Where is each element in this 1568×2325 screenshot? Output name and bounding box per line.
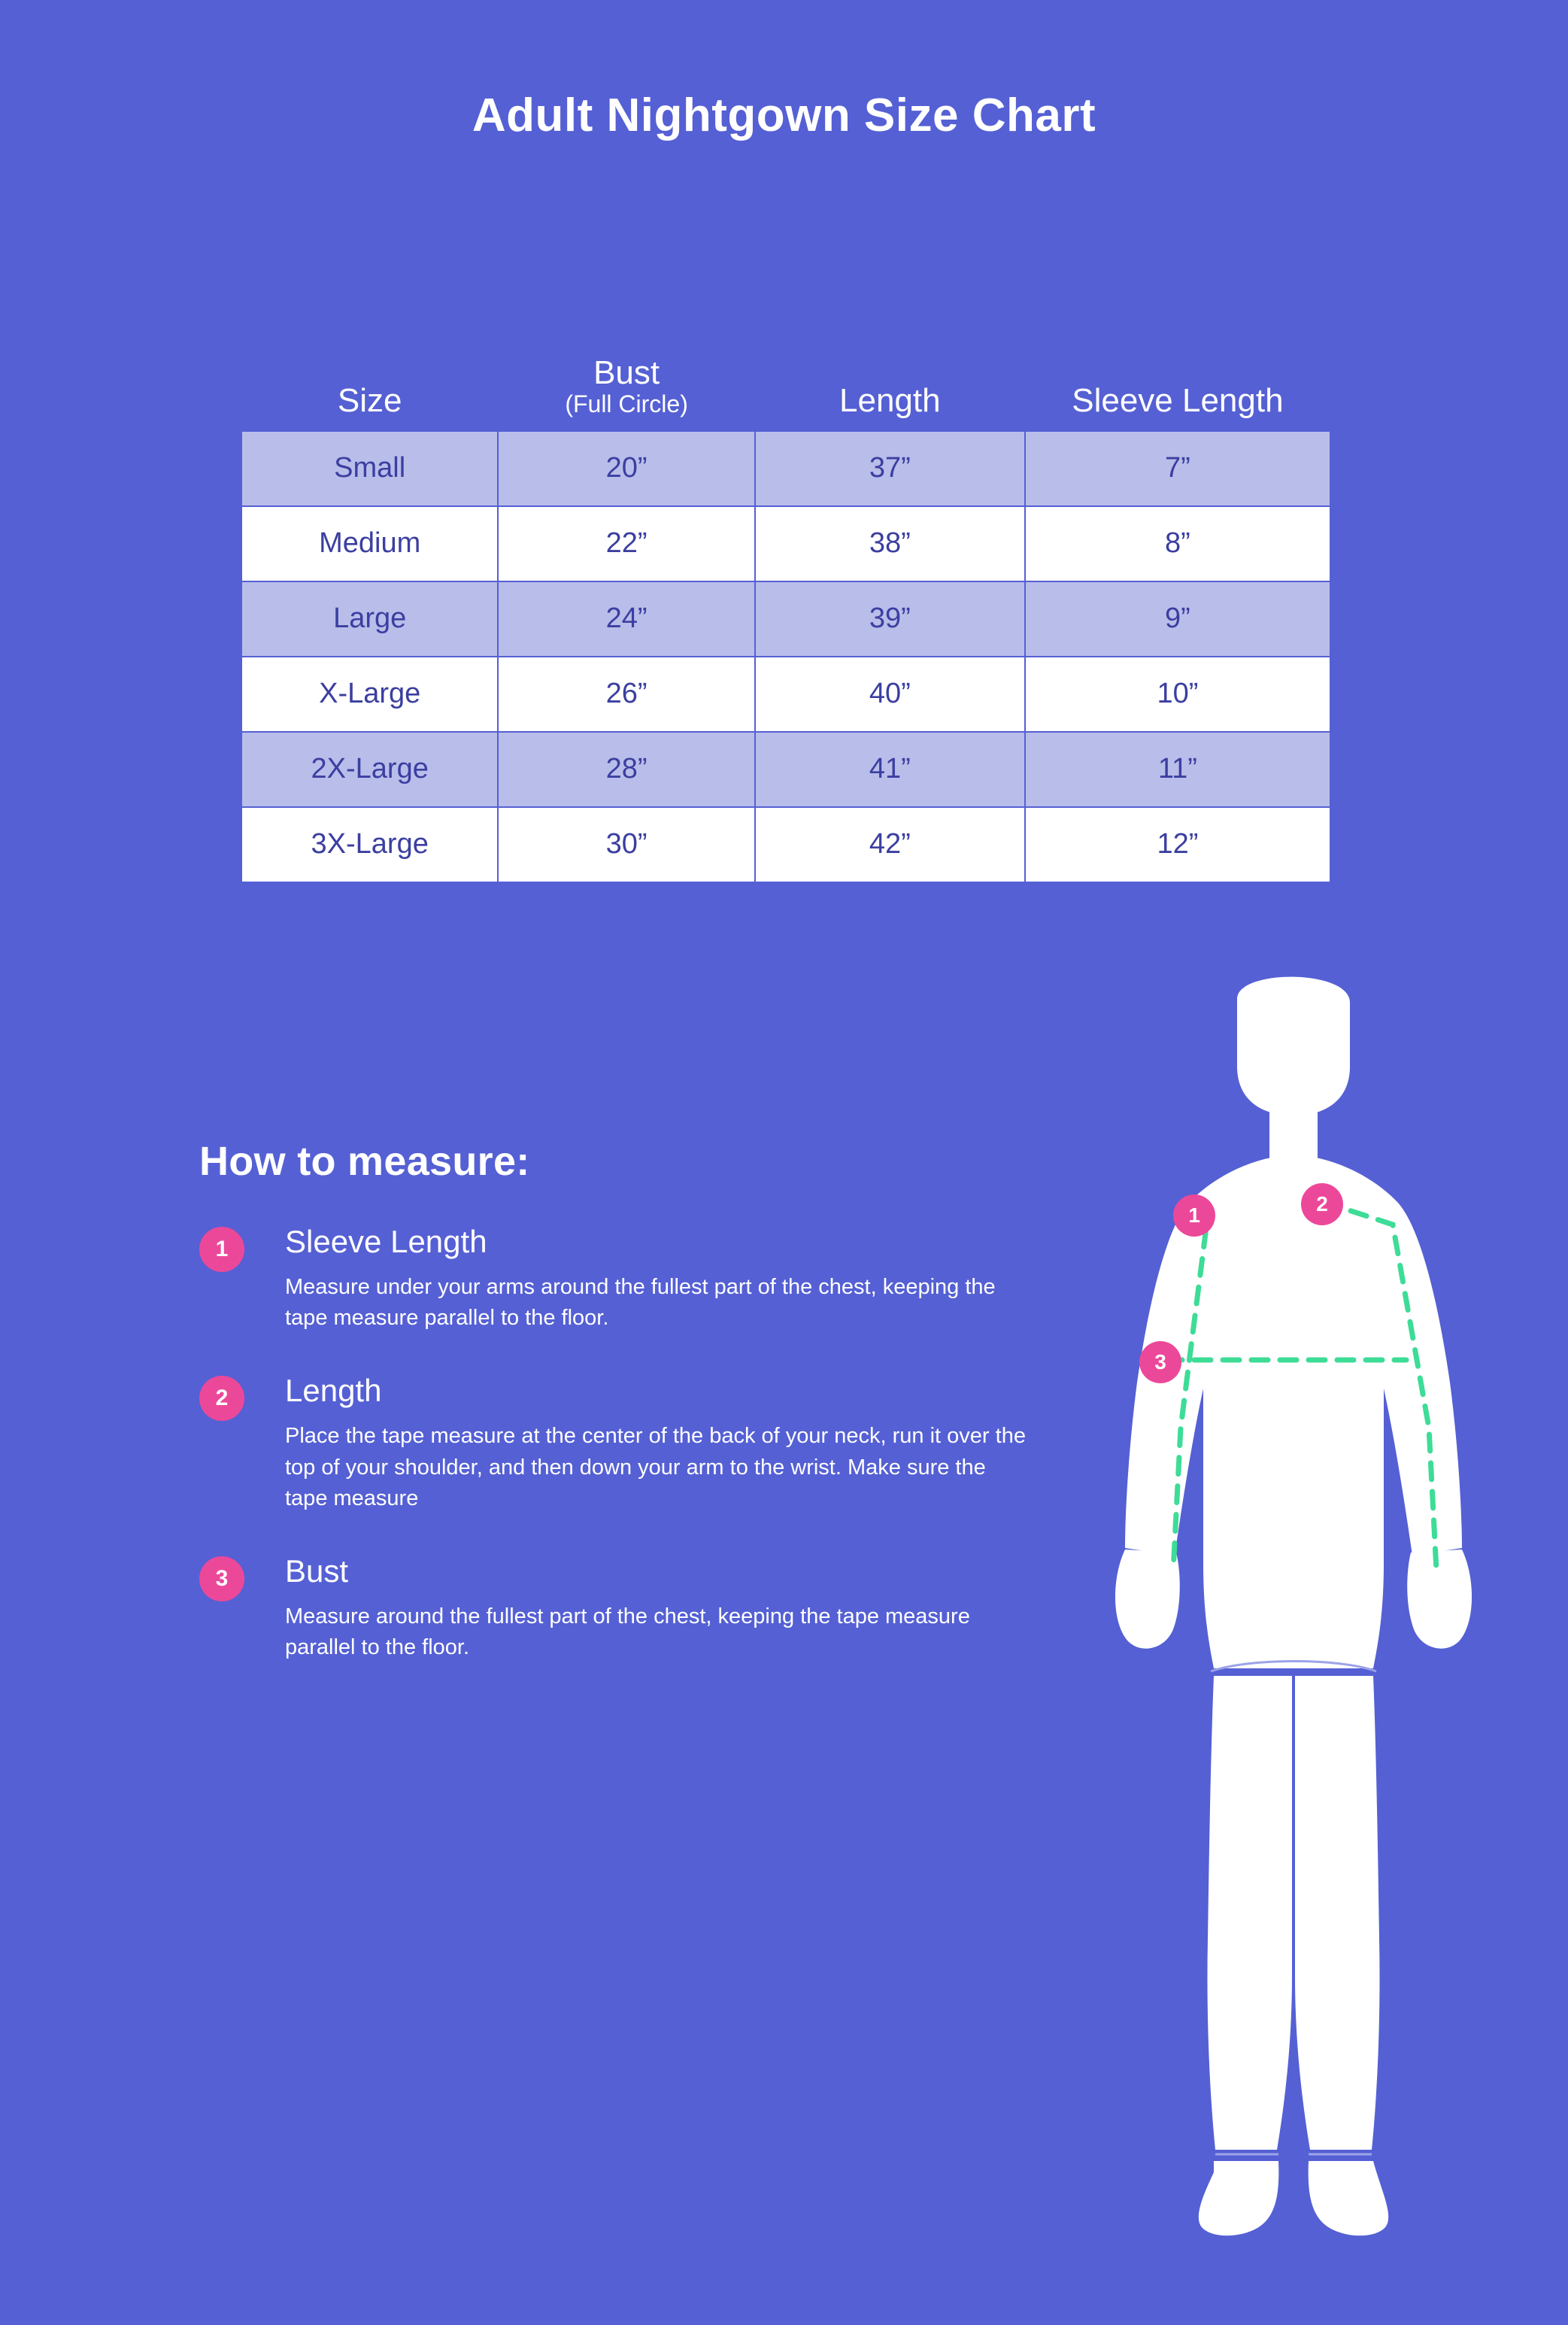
cell-bust: 28”	[498, 732, 754, 807]
figure-marker-2: 2	[1301, 1183, 1343, 1225]
step-title: Sleeve Length	[285, 1224, 487, 1259]
cell-sleeve: 11”	[1025, 732, 1330, 807]
column-header-size: Size	[337, 381, 402, 419]
cell-size: Large	[241, 581, 498, 657]
cell-size: Small	[241, 431, 498, 506]
column-header-sleeve-length: Sleeve Length	[1072, 381, 1284, 419]
size-chart-table-wrapper	[241, 356, 1331, 883]
cell-size: X-Large	[241, 657, 498, 732]
step-badge-1: 1	[199, 1227, 244, 1272]
table-row	[241, 807, 1330, 882]
step-title: Length	[285, 1373, 382, 1409]
step-badge-3: 3	[199, 1556, 244, 1601]
cell-length: 38”	[755, 506, 1025, 581]
cell-sleeve: 12”	[1025, 807, 1330, 882]
step-badge-2: 2	[199, 1376, 244, 1421]
step-title: Bust	[285, 1553, 349, 1589]
table-row	[241, 581, 1330, 657]
table-row	[241, 657, 1330, 732]
measure-step-sleeve-length	[199, 1224, 1027, 1334]
figure-marker-3: 3	[1139, 1341, 1181, 1383]
cell-bust: 26”	[498, 657, 754, 732]
cell-length: 39”	[755, 581, 1025, 657]
size-chart-table	[241, 356, 1331, 883]
table-body	[241, 431, 1330, 882]
cell-bust: 20”	[498, 431, 754, 506]
step-description: Measure under your arms around the fullest part of the chest, keeping the tape measure parallel to the floor.	[285, 1275, 996, 1331]
how-to-measure-heading: How to measure:	[199, 1139, 530, 1184]
table-row	[241, 506, 1330, 581]
cell-sleeve: 10”	[1025, 657, 1330, 732]
cell-length: 40”	[755, 657, 1025, 732]
column-header-length: Length	[839, 381, 941, 419]
table-header	[241, 356, 1330, 431]
table-row	[241, 431, 1330, 506]
how-to-measure-section	[199, 1138, 1027, 1702]
cell-bust: 22”	[498, 506, 754, 581]
cell-size: 2X-Large	[241, 732, 498, 807]
cell-sleeve: 7”	[1025, 431, 1330, 506]
cell-sleeve: 8”	[1025, 506, 1330, 581]
cell-length: 41”	[755, 732, 1025, 807]
cell-size: Medium	[241, 506, 498, 581]
cell-length: 42”	[755, 807, 1025, 882]
step-description: Measure around the fullest part of the chest, keeping the tape measure parallel to the floor.	[285, 1604, 970, 1660]
body-figure	[1053, 976, 1534, 2270]
column-header-bust: Bust (Full Circle)	[565, 354, 688, 417]
measure-step-length	[199, 1373, 1027, 1514]
cell-length: 37”	[755, 431, 1025, 506]
cell-size: 3X-Large	[241, 807, 498, 882]
mannequin-illustration	[1053, 976, 1534, 2270]
measure-step-bust	[199, 1553, 1027, 1663]
page-title: Adult Nightgown Size Chart	[472, 90, 1096, 141]
cell-bust: 30”	[498, 807, 754, 882]
cell-bust: 24”	[498, 581, 754, 657]
figure-marker-1: 1	[1173, 1194, 1215, 1237]
step-description: Place the tape measure at the center of the back of your neck, run it over the top of your shoulder, and then down your arm to the wrist. Make sure the tape measure	[285, 1424, 1026, 1510]
table-row	[241, 732, 1330, 807]
cell-sleeve: 9”	[1025, 581, 1330, 657]
